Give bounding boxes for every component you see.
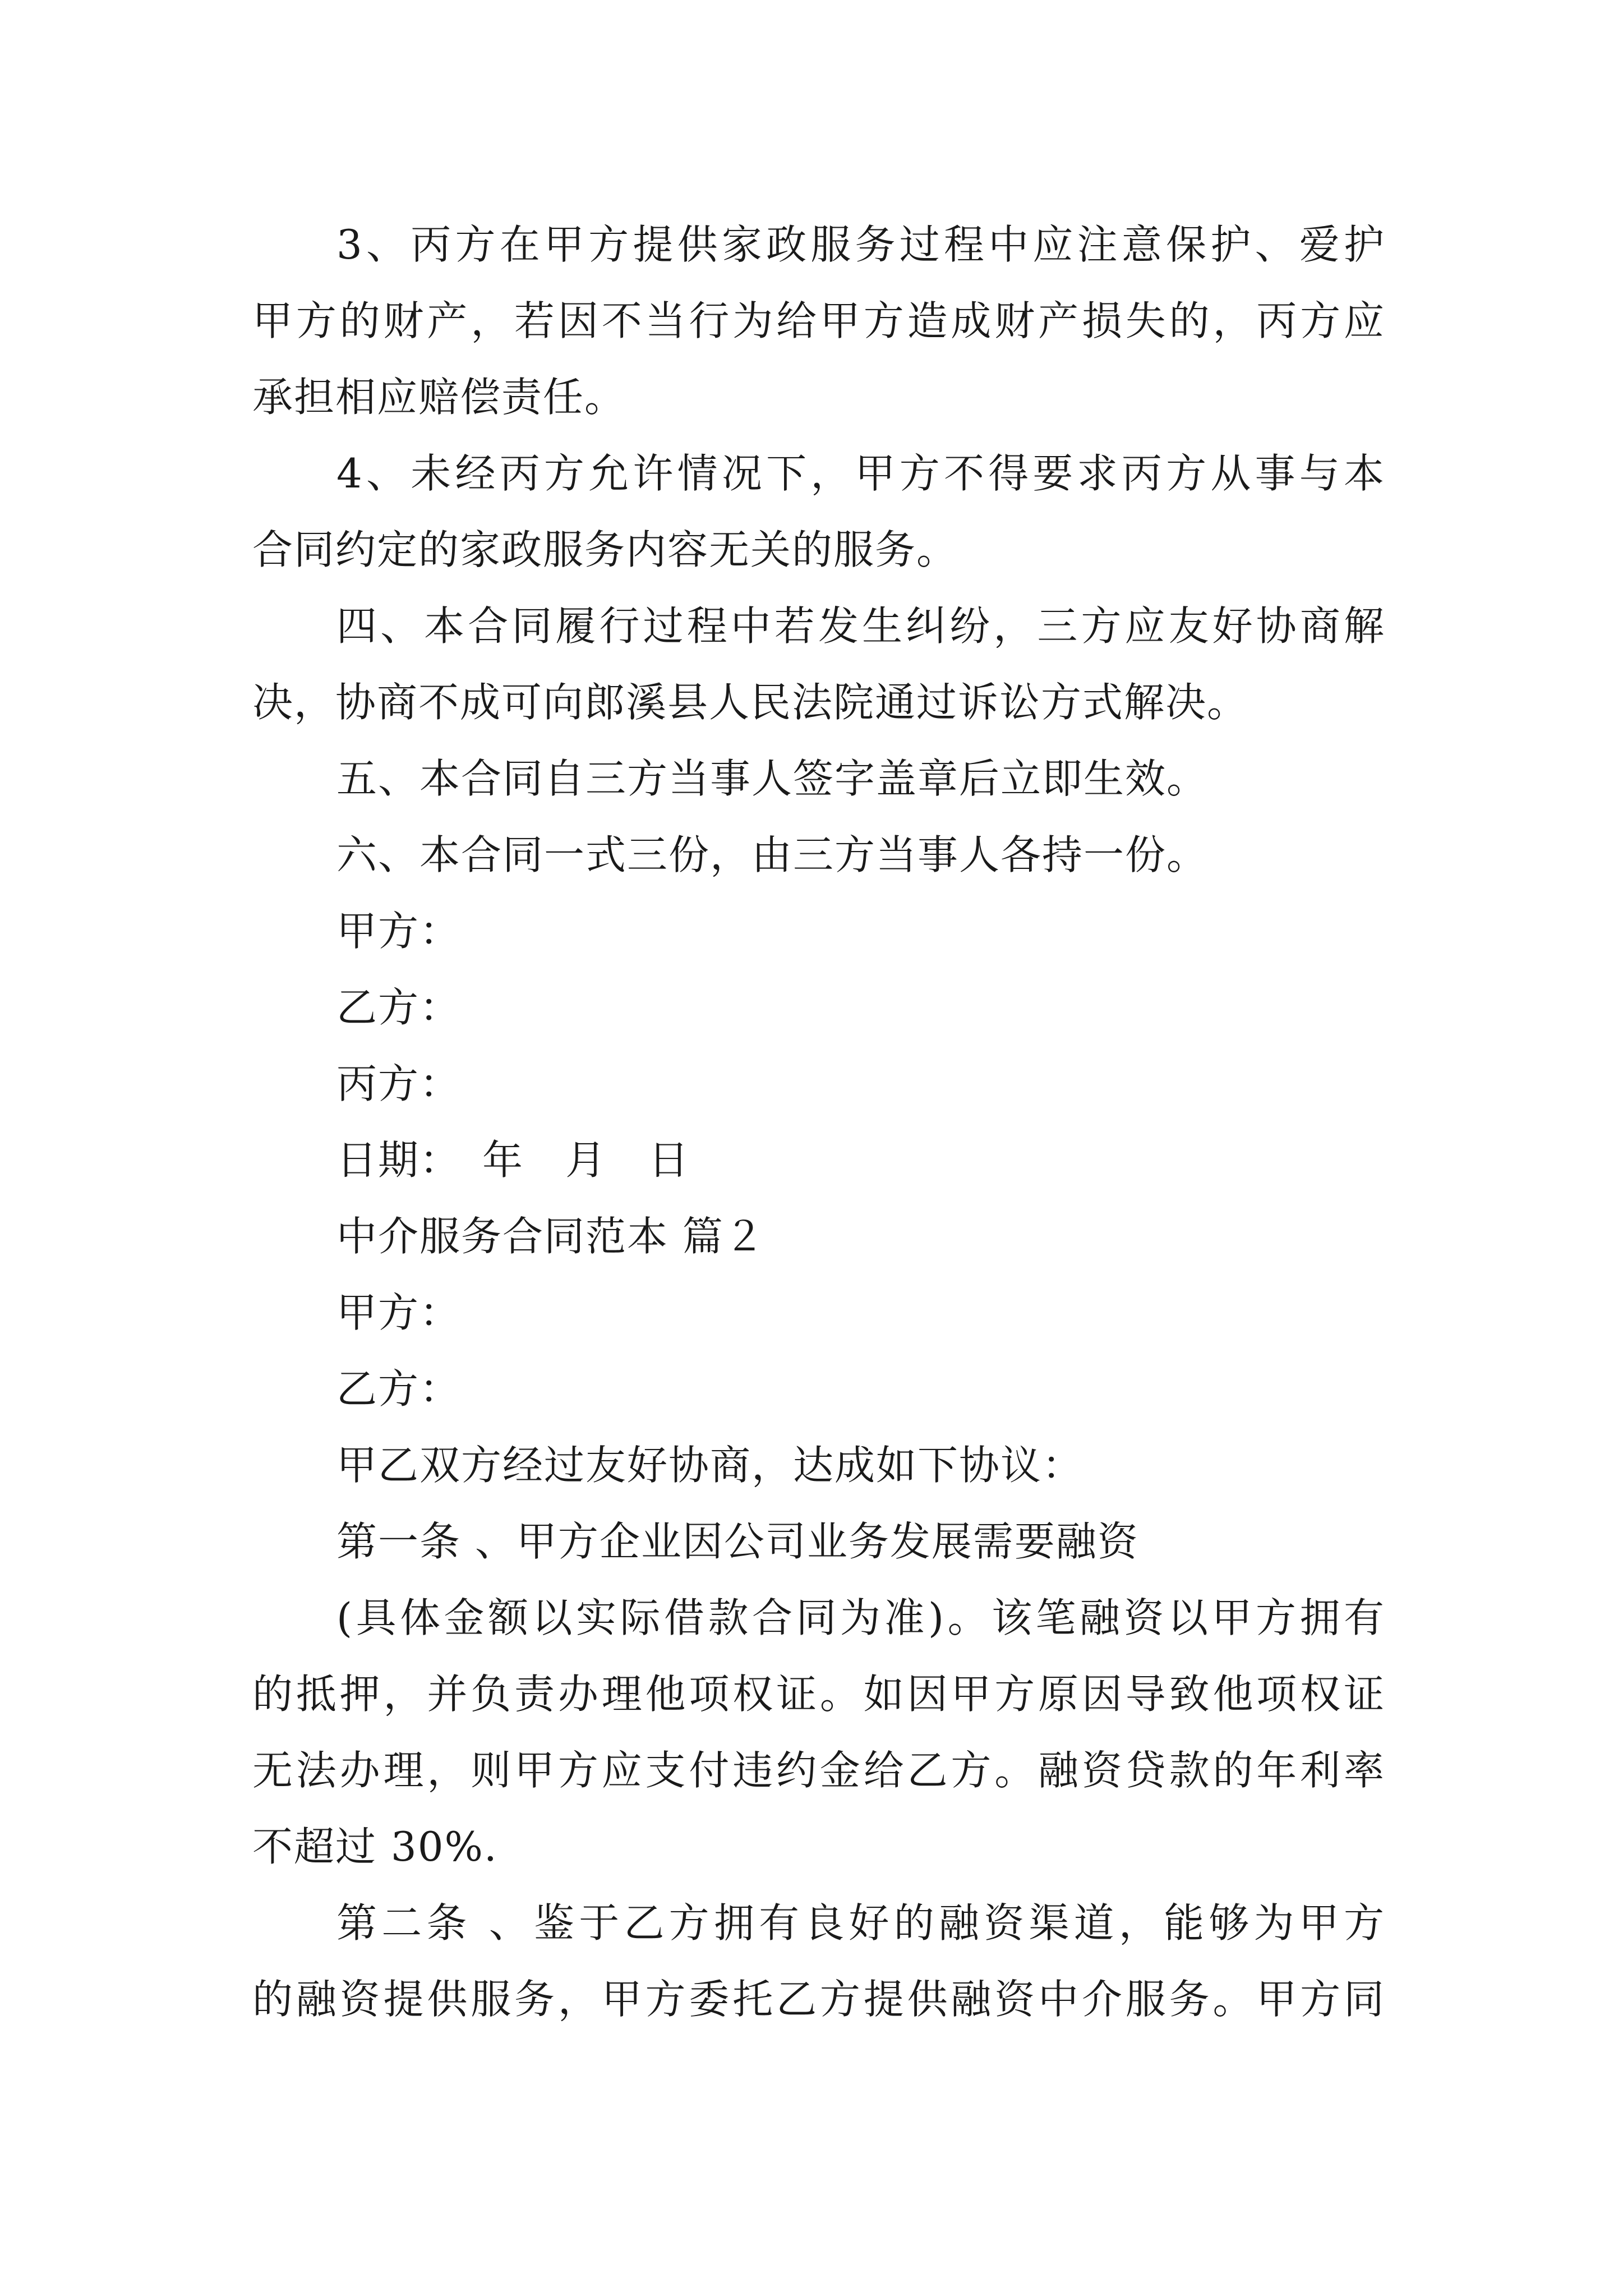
party-a-label: 甲方： [336,908,462,955]
paragraph-line: 决，协商不成可向郎溪县人民法院通过诉讼方式解决。 [252,679,1249,726]
paragraph-line: 无法办理，则甲方应支付违约金给乙方。融资贷款的年利率 [252,1747,1385,1794]
party-c-label: 丙方： [336,1060,462,1107]
paragraph-line: 承担相应赔偿责任。 [252,374,626,421]
party-a-label: 甲方： [336,1289,462,1336]
paragraph-line: 合同约定的家政服务内容无关的服务。 [252,526,958,573]
paragraph-line: 4、未经丙方允许情况下，甲方不得要求丙方从事与本 [336,450,1385,497]
paragraph-line: 不超过 30%. [252,1823,498,1870]
paragraph-line: 3、丙方在甲方提供家政服务过程中应注意保护、爱护 [336,221,1385,268]
party-b-label: 乙方： [336,1365,462,1412]
paragraph-line: (具体金额以实际借款合同为准)。该笔融资以甲方拥有 [336,1594,1385,1641]
section-title: 中介服务合同范本 篇２ [336,1213,766,1260]
paragraph-line: 的抵押，并负责办理他项权证。如因甲方原因导致他项权证 [252,1671,1385,1718]
paragraph-line: 五、本合同自三方当事人签字盖章后立即生效。 [336,755,1209,802]
paragraph-line: 甲乙双方经过友好协商，达成如下协议： [336,1442,1084,1489]
party-b-label: 乙方： [336,984,462,1031]
paragraph-line: 甲方的财产，若因不当行为给甲方造成财产损失的，丙方应 [252,297,1385,344]
paragraph-line: 四、本合同履行过程中若发生纠纷，三方应友好协商解 [336,602,1385,650]
date-label: 日期： 年 月 日 [336,1137,690,1184]
article-2-line: 第二条 、鉴于乙方拥有良好的融资渠道，能够为甲方 [336,1899,1385,1947]
paragraph-line: 的融资提供服务，甲方委托乙方提供融资中介服务。甲方同 [252,1976,1385,2023]
paragraph-line: 六、本合同一式三份，由三方当事人各持一份。 [336,831,1209,878]
article-1-heading: 第一条 、甲方企业因公司业务发展需要融资 [336,1518,1139,1565]
